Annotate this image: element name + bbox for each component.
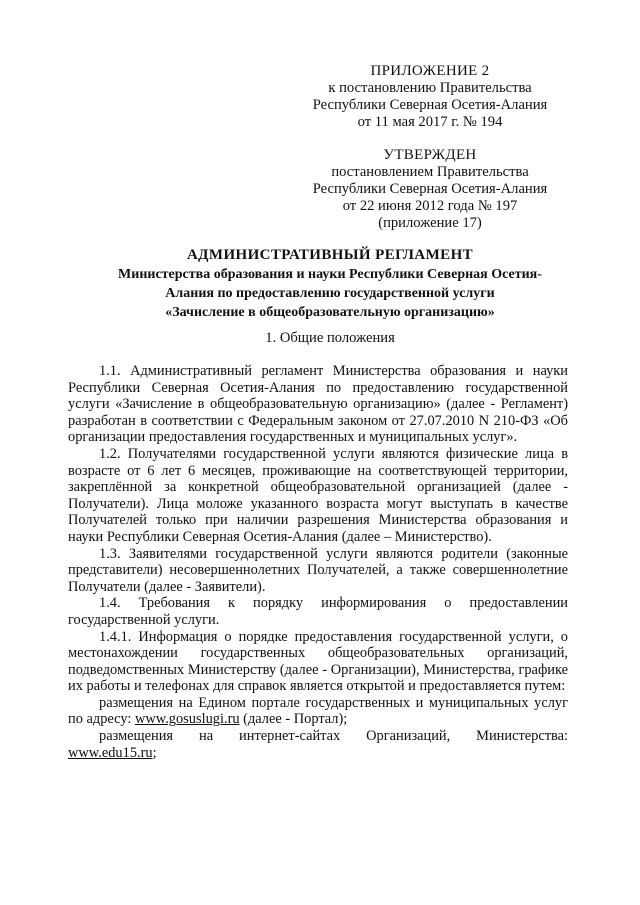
regulation-subtitle-3: «Зачисление в общеобразовательную организацию» — [165, 305, 495, 320]
appendix-line-1: к постановлению Правительства — [328, 80, 532, 96]
sites-text-after: ; — [152, 744, 157, 761]
approved-title: УТВЕРЖДЕН — [383, 147, 477, 163]
approved-line-3: от 22 июня 2012 года № 197 — [342, 198, 518, 214]
gosuslugi-link[interactable]: www.gosuslugi.ru — [134, 711, 240, 728]
section-title: 1. Общие положения — [265, 330, 395, 346]
appendix-title: ПРИЛОЖЕНИЕ 2 — [370, 63, 490, 79]
portal-text-after: (далее - Портал); — [239, 711, 348, 728]
portal-text-before: размещения на Едином портале государственных и муниципальных услуг по адресу: — [68, 694, 568, 728]
paragraph-1-2: 1.2. Получателями государственной услуги являются физические лица в возрасте от 6 лет 6 месяцев, проживающие на соответствующей территории, закреплённой за конкретной общеобразовательной организацией (далее - Получатели). Лица моложе указанного возраста могут выступать в качестве Получателей только при наличии разрешения Министерства образования и науки Республики Северная Осетия-Алания (далее – Министерство). — [68, 445, 568, 545]
appendix-line-3: от 11 мая 2017 г. № 194 — [357, 114, 503, 130]
edu15-link[interactable]: www.edu15.ru — [68, 744, 153, 761]
regulation-title: АДМИНИСТРАТИВНЫЙ РЕГЛАМЕНТ — [186, 247, 474, 263]
sites-text-before: размещения на интернет-сайтах Организаций, Министерства: — [99, 728, 568, 745]
appendix-header — [300, 63, 560, 131]
paragraph-portal — [68, 695, 568, 728]
approved-line-1: постановлением Правительства — [331, 164, 529, 180]
paragraph-sites — [68, 728, 568, 761]
paragraph-1-1: 1.1. Административный регламент Министерства образования и науки Республики Северная Осетия-Алания по предоставлению государственной услуги «Зачисление в общеобразовательную организацию» (далее - Регламент) разработан в соответствии с Федеральным законом от 27.07.2010 N 210-ФЗ «Об организации предоставления государственных и муниципальных услуг». — [68, 363, 568, 446]
paragraph-1-4-1: 1.4.1. Информация о порядке предоставления государственной услуги, о местонахождении государственных общеобразовательных организаций, подведомственных Министерству (далее - Организации), Министерства, графике их работы и телефонах для справок является открытой и предоставляется путем: — [68, 628, 568, 695]
appendix-line-2: Республики Северная Осетия-Алания — [312, 97, 548, 113]
paragraph-1-4: 1.4. Требования к порядку информирования о предоставлении государственной услуги. — [68, 595, 568, 628]
regulation-title-block — [40, 245, 620, 322]
approved-line-2: Республики Северная Осетия-Алания — [312, 181, 548, 197]
regulation-subtitle-1: Министерства образования и науки Республики Северная Осетия- — [118, 267, 542, 282]
paragraph-1-3: 1.3. Заявителями государственной услуги являются родители (законные представители) несовершеннолетних Получателей, а также совершеннолетние Получатели (далее - Заявители). — [68, 545, 568, 595]
regulation-subtitle-2: Алания по предоставлению государственной услуги — [165, 286, 495, 301]
approved-line-4: (приложение 17) — [378, 215, 482, 231]
approved-header — [300, 147, 560, 232]
document-body — [68, 363, 568, 761]
